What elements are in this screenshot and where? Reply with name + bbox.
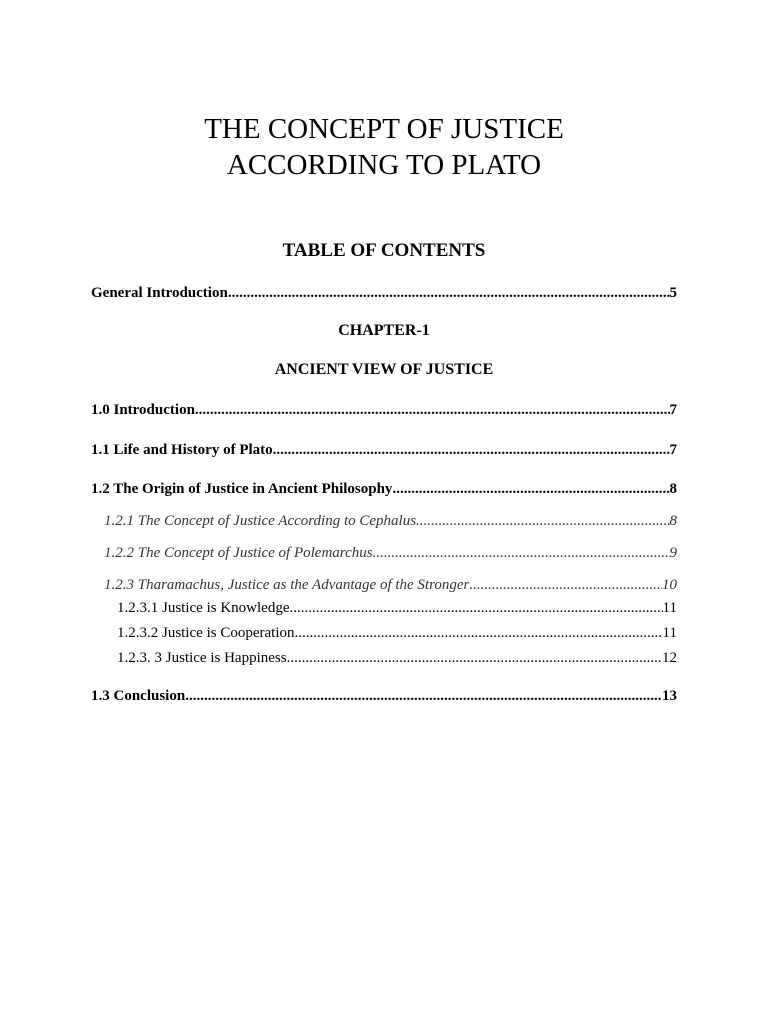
toc-entry-page: 9 [669, 545, 677, 561]
toc-entry-page: 10 [662, 577, 677, 593]
toc-entry [117, 649, 677, 667]
toc-entry-label: 1.2.1 The Concept of Justice According to Cephalus [104, 513, 417, 529]
toc-leader-dots [469, 576, 662, 594]
toc-entry [104, 576, 677, 594]
toc-entry [91, 480, 677, 498]
toc-leader-dots [373, 544, 670, 562]
toc-entry [117, 624, 677, 642]
toc-entry-label: 1.2 The Origin of Justice in Ancient Philosophy [91, 481, 393, 497]
toc-leader-dots [392, 480, 669, 498]
toc-heading: TABLE OF CONTENTS [282, 240, 486, 261]
title-line-2: ACCORDING TO PLATO [226, 149, 542, 181]
toc-entry [104, 544, 677, 562]
toc-entry [91, 401, 677, 419]
toc-entry-page: 12 [662, 650, 677, 666]
toc-entry [104, 512, 677, 530]
toc-entry-page: 8 [669, 481, 677, 497]
toc-leader-dots [185, 687, 662, 705]
toc-leader-dots [228, 284, 670, 302]
toc-entry-label: 1.2.2 The Concept of Justice of Polemarchus [104, 545, 373, 561]
toc-entry-label: 1.2.3. 3 Justice is Happiness [117, 650, 287, 666]
toc-entry-label: 1.2.3 Tharamachus, Justice as the Advantage of the Stronger [104, 577, 470, 593]
toc-entry-label: General Introduction [91, 285, 228, 301]
toc-entry-page: 8 [669, 513, 677, 529]
chapter-number: CHAPTER-1 [338, 322, 430, 339]
toc-entry-page: 11 [662, 600, 677, 616]
toc-leader-dots [416, 512, 669, 530]
toc-entry-page: 7 [669, 402, 677, 418]
toc-entry-label: 1.0 Introduction [91, 402, 195, 418]
toc-leader-dots [294, 624, 662, 642]
document-title [0, 111, 768, 183]
toc-leader-dots [287, 649, 662, 667]
toc-entry-label: 1.2.3.1 Justice is Knowledge [117, 600, 290, 616]
toc-entry-page: 13 [662, 688, 677, 704]
toc-entry-label: 1.2.3.2 Justice is Cooperation [117, 625, 295, 641]
toc-entry [91, 441, 677, 459]
toc-entry-label: 1.1 Life and History of Plato [91, 442, 273, 458]
toc-entry [117, 599, 677, 617]
toc-entry-page: 5 [669, 285, 677, 301]
toc-entry [91, 284, 677, 302]
chapter-title: ANCIENT VIEW OF JUSTICE [274, 361, 494, 378]
toc-entry-page: 7 [669, 442, 677, 458]
toc-leader-dots [273, 441, 670, 459]
toc-entry-label: 1.3 Conclusion [91, 688, 186, 704]
title-line-1: THE CONCEPT OF JUSTICE [204, 113, 564, 145]
toc-entry [91, 687, 677, 705]
toc-leader-dots [195, 401, 670, 419]
toc-entry-page: 11 [662, 625, 677, 641]
toc-leader-dots [289, 599, 662, 617]
